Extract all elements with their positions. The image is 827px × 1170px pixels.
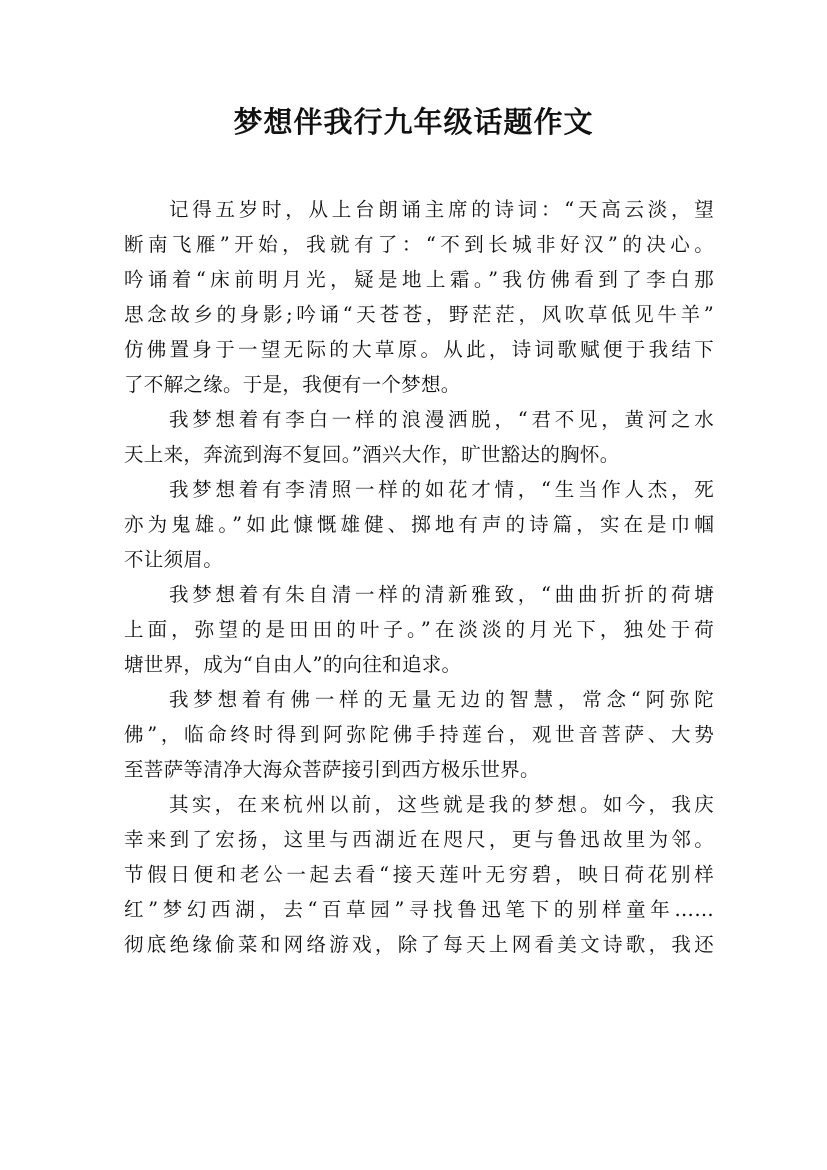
text-line: 幸来到了宏扬，这里与西湖近在咫尺，更与鲁迅故里为邻。: [124, 828, 714, 851]
text-line: 我梦想着有李白一样的浪漫洒脱，“君不见，黄河之水: [169, 408, 714, 431]
text-line: 佛”，临命终时得到阿弥陀佛手持莲台，观世音菩萨、大势: [124, 723, 714, 746]
paragraph: [124, 192, 714, 402]
text-line: 我梦想着有李清照一样的如花才情，“生当作人杰，死: [169, 478, 714, 501]
text-line: 至菩萨等清净大海众菩萨接引到西方极乐世界。: [124, 758, 540, 781]
text-line: 彻底绝缘偷菜和网络游戏，除了每天上网看美文诗歌，我还: [124, 933, 714, 956]
text-line: 了不解之缘。于是，我便有一个梦想。: [124, 373, 461, 396]
text-line: 上面，弥望的是田田的叶子。”在淡淡的月光下，独处于荷: [124, 618, 714, 641]
paragraph: [124, 472, 714, 577]
text-line: 红”梦幻西湖，去“百草园”寻找鲁迅笔下的别样童年……: [124, 898, 714, 921]
text-line: 吟诵着“床前明月光，疑是地上霜。”我仿佛看到了李白那: [124, 268, 714, 291]
text-line: 塘世界，成为“自由人”的向往和追求。: [124, 653, 462, 676]
text-line: 不让须眉。: [124, 548, 224, 571]
text-line: 仿佛置身于一望无际的大草原。从此，诗词歌赋便于我结下: [124, 338, 714, 361]
paragraph: [124, 787, 714, 962]
text-line: 节假日便和老公一起去看“接天莲叶无穷碧，映日荷花别样: [124, 863, 714, 886]
text-line: 亦为鬼雄。”如此慷慨雄健、掷地有声的诗篇，实在是巾帼: [124, 513, 714, 536]
text-line: 天上来，奔流到海不复回。”酒兴大作，旷世豁达的胸怀。: [124, 443, 620, 466]
paragraph: [124, 402, 714, 472]
text-line: 其实，在来杭州以前，这些就是我的梦想。如今，我庆: [169, 793, 714, 816]
text-line: 思念故乡的身影;吟诵“天苍苍，野茫茫，风吹草低见牛羊”: [124, 303, 714, 326]
document-body: [124, 192, 714, 962]
text-line: 记得五岁时，从上台朗诵主席的诗词：“天高云淡，望: [169, 198, 714, 221]
document-title: 梦想伴我行九年级话题作文: [233, 105, 594, 139]
paragraph: [124, 682, 714, 787]
text-line: 我梦想着有佛一样的无量无边的智慧，常念“阿弥陀: [169, 688, 714, 711]
text-line: 我梦想着有朱自清一样的清新雅致，“曲曲折折的荷塘: [169, 583, 714, 606]
text-line: 断南飞雁”开始，我就有了：“不到长城非好汉”的决心。: [124, 233, 714, 256]
paragraph: [124, 577, 714, 682]
